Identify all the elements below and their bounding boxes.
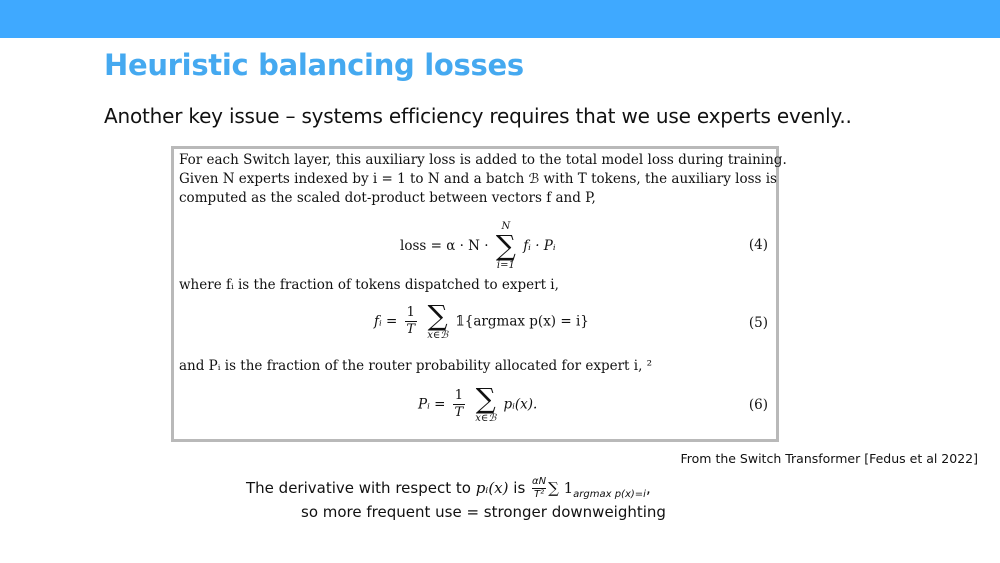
sum-upper: N (501, 221, 511, 232)
slide-subtitle: Another key issue – systems efficiency requires that we use experts evenly.. (104, 104, 852, 128)
paper-paragraph-2: where fᵢ is the fraction of tokens dispatched to expert i, (179, 277, 559, 293)
sum-symbol: ∑ x∈ℬ (427, 299, 449, 341)
equation-6-number: (6) (748, 397, 768, 413)
sum-lower: x∈ℬ (427, 330, 449, 341)
eq5-lhs: fᵢ = (374, 313, 398, 330)
derivative-variable: pᵢ(x) (475, 479, 509, 497)
derivative-conclusion: so more frequent use = stronger downweighting (301, 503, 666, 521)
source-citation: From the Switch Transformer [Fedus et al 2022] (680, 451, 978, 466)
eq6-rhs: pᵢ(x). (503, 396, 538, 413)
fraction: $\frac{1}{T}$ (406, 305, 416, 337)
sum-lower: i=1 (496, 260, 515, 271)
paper-line: Given N experts indexed by i = 1 to N and a batch ℬ with T tokens, the auxiliary loss is (179, 171, 777, 187)
eq5-rhs: 𝟙{argmax p(x) = i} (455, 313, 589, 330)
paper-line: computed as the scaled dot-product between vectors f and P, (179, 190, 596, 206)
derivative-note: The derivative with respect to pᵢ(x) is $\frac{\alpha N}{\text{T²}}$ ∑ $1_{argmax p(x)=i}$, (246, 476, 651, 500)
paper-paragraph-3: and Pᵢ is the fraction of the router probability allocated for expert i, ² (179, 358, 653, 374)
equation-5-number: (5) (748, 315, 768, 331)
sum-symbol: N ∑ i=1 (495, 221, 516, 271)
eq4-rhs: fᵢ · Pᵢ (523, 238, 556, 254)
paper-paragraph-1 (179, 151, 787, 208)
sum-lower: x∈ℬ (475, 413, 497, 424)
derivative-fraction: $\frac{\alpha N}{\text{T²}}$ (532, 476, 547, 500)
paper-excerpt (171, 146, 787, 442)
top-accent-bar (0, 0, 1000, 38)
equation-4-number: (4) (748, 237, 768, 253)
equation-4 (400, 221, 556, 271)
slide-title: Heuristic balancing losses (104, 48, 524, 82)
equation-6 (418, 382, 538, 424)
fraction: $\frac{1}{T}$ (454, 388, 464, 420)
equation-5 (374, 299, 589, 341)
eq6-lhs: Pᵢ = (418, 396, 446, 413)
sum-symbol: ∑ x∈ℬ (475, 382, 497, 424)
paper-line: For each Switch layer, this auxiliary loss is added to the total model loss during training. (179, 152, 787, 168)
eq4-lhs: loss = α · N · (400, 238, 489, 254)
